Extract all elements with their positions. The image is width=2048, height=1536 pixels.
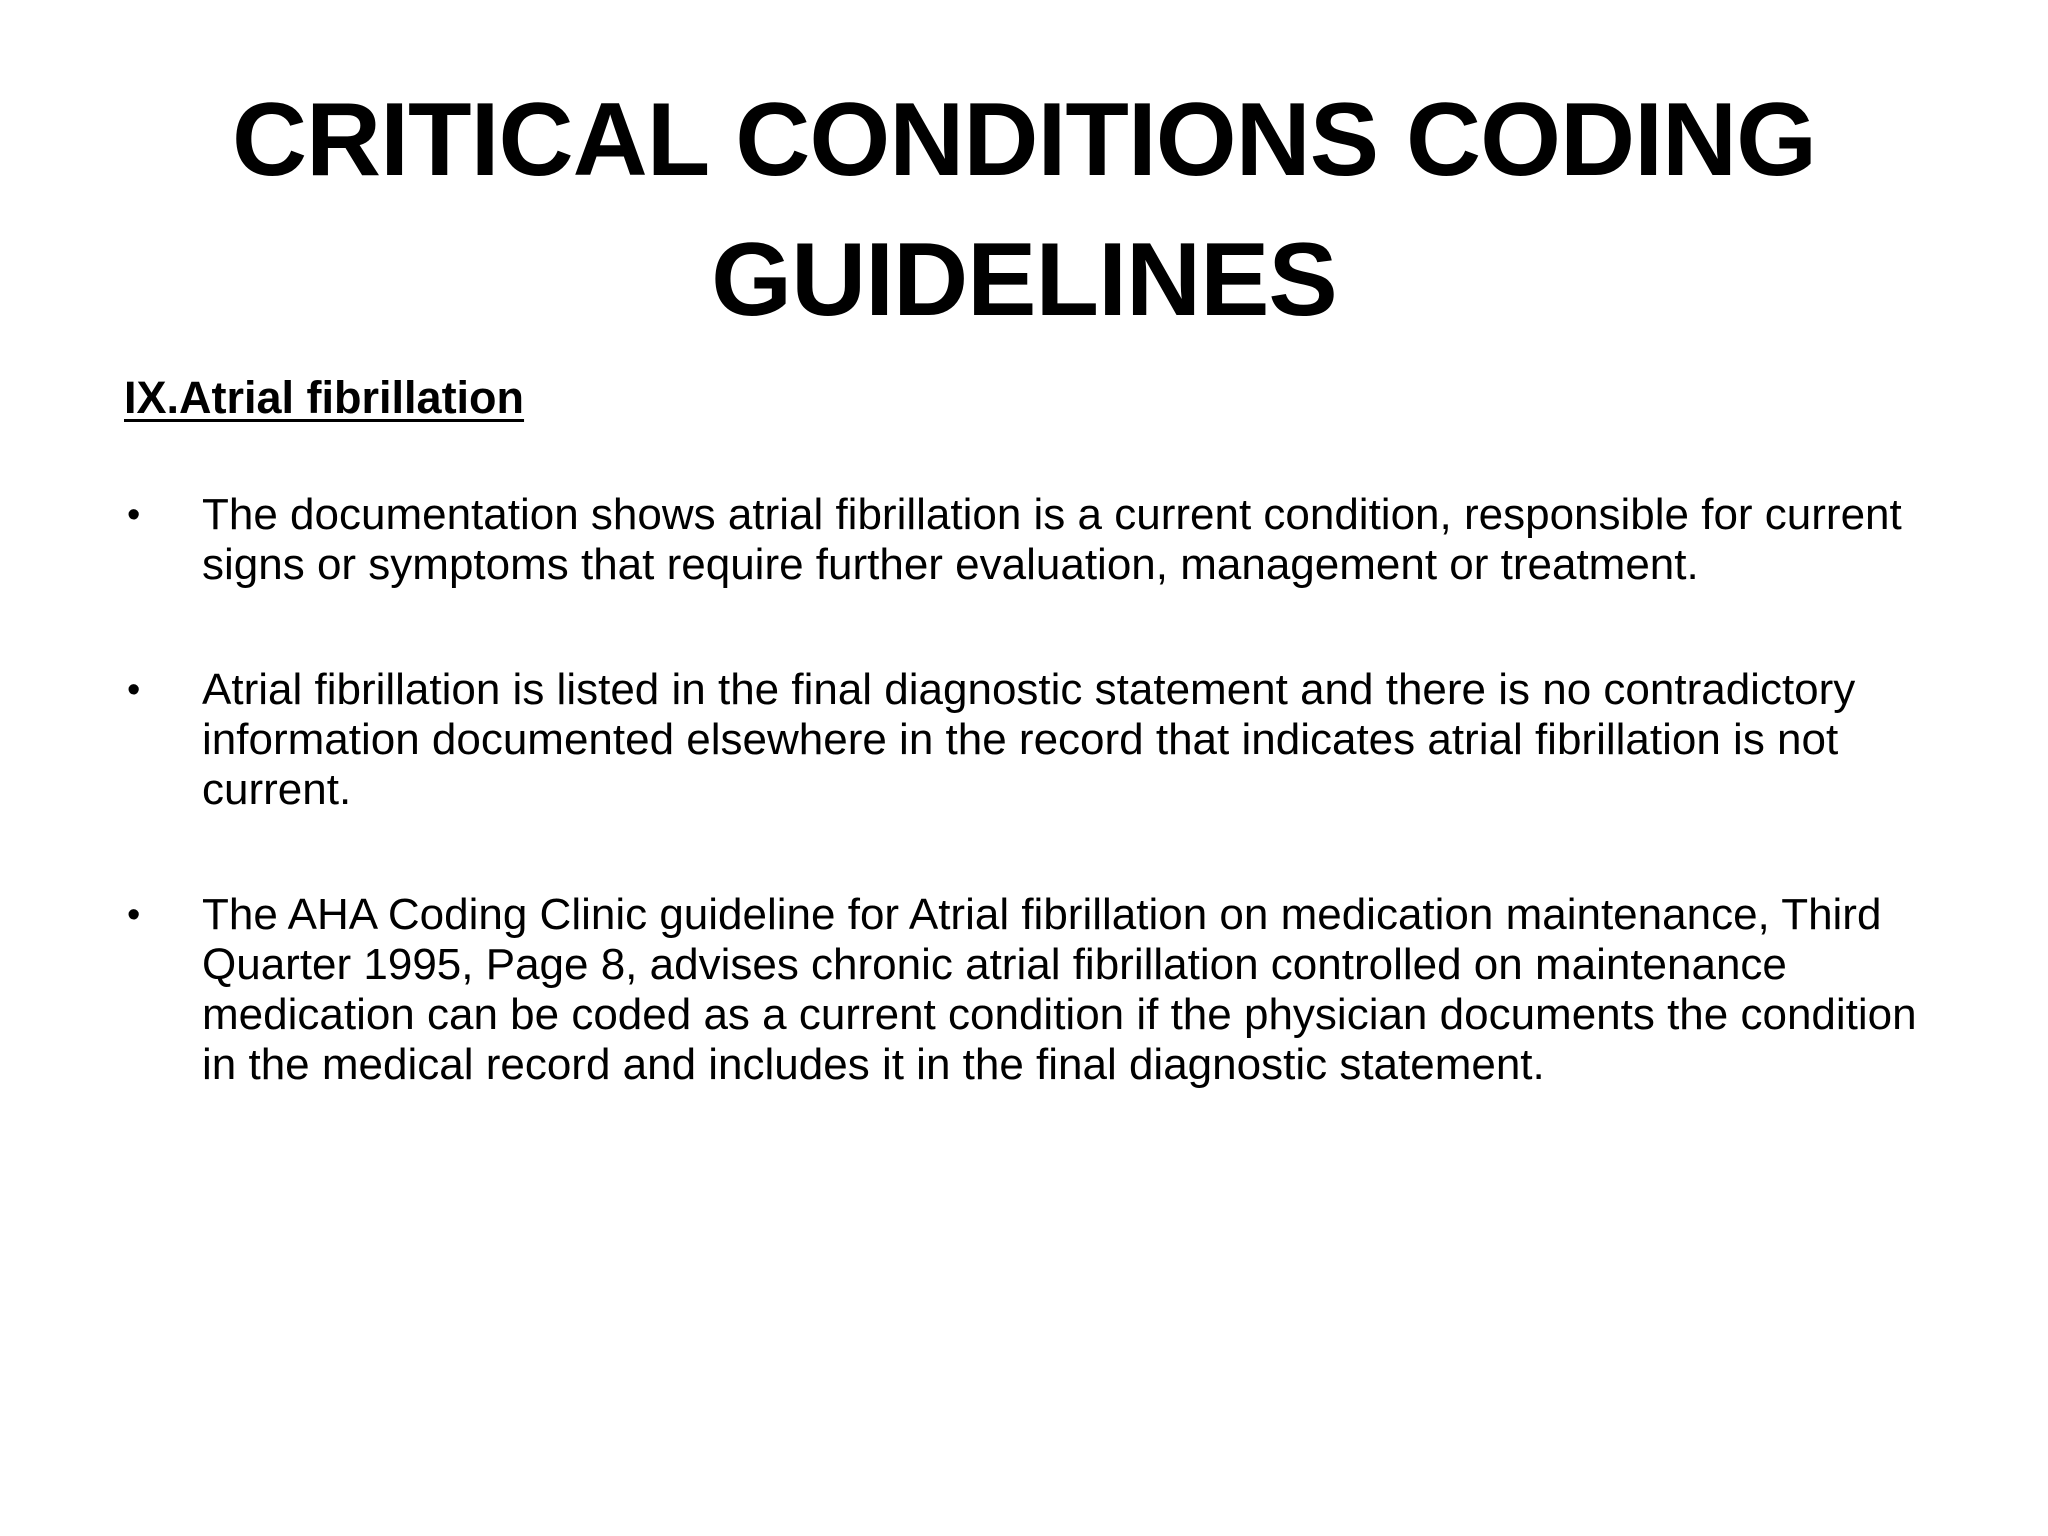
section-heading: IX.Atrial fibrillation <box>124 372 525 423</box>
bullet-dot-icon: • <box>127 494 141 536</box>
bullet-list <box>124 490 1924 1165</box>
slide-title: CRITICAL CONDITIONS CODING GUIDELINES <box>231 82 1817 338</box>
bullet-dot-icon: • <box>127 669 141 711</box>
bullet-text: Atrial fibrillation is listed in the final diagnostic statement and there is no contradictory information documented elsewhere in the record that indicates atrial fibrillation is not current. <box>202 665 1856 814</box>
bullet-item <box>124 665 1924 815</box>
bullet-dot-icon: • <box>127 894 141 936</box>
bullet-item <box>124 490 1924 590</box>
bullet-item <box>124 890 1924 1090</box>
bullet-text: The documentation shows atrial fibrillation is a current condition, responsible for current signs or symptoms that require further evaluation, management or treatment. <box>202 490 1902 589</box>
bullet-text: The AHA Coding Clinic guideline for Atrial fibrillation on medication maintenance, Third Quarter 1995, Page 8, advises chronic atrial fibrillation controlled on maintenance medication can be coded as a current condition if the physician documents the condition in the medical record and includes it in the final diagnostic statement. <box>202 890 1917 1089</box>
